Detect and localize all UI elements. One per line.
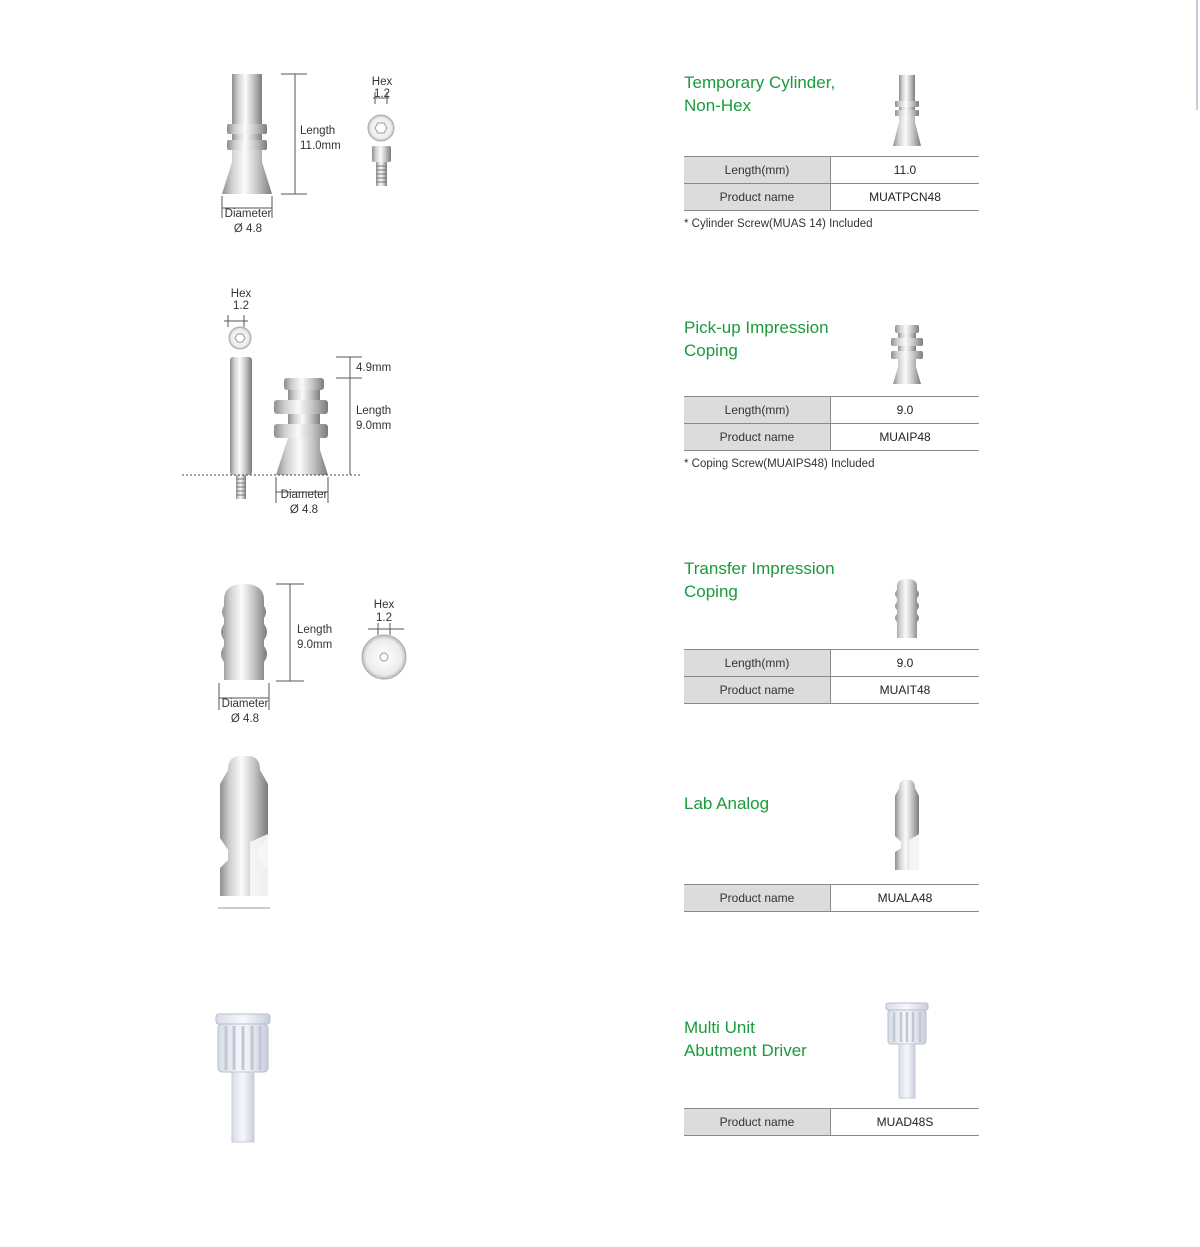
title-line: Pick-up Impression: [684, 318, 829, 337]
spec-table-pickup-coping: [684, 396, 979, 451]
table-row: [684, 397, 979, 424]
product-title-transfer-coping: [684, 557, 835, 603]
length-value-1: 11.0mm: [300, 140, 341, 152]
product-title-pickup-coping: [684, 316, 829, 362]
hex-value-3: 1.2: [376, 612, 392, 624]
length-label-3: Length: [297, 624, 333, 636]
hex-value-2: 1.2: [233, 300, 249, 312]
lab-analog-thumb: [885, 776, 930, 876]
product-title-lab-analog: [684, 792, 769, 815]
length-label-2: Length: [356, 405, 392, 417]
spec-table-abutment-driver: [684, 1108, 979, 1136]
diameter-label-3: Diameter: [221, 698, 269, 710]
abutment-driver-thumb: [880, 1000, 935, 1102]
length-label-1: Length: [300, 125, 336, 137]
product-name-value: MUAIT48: [831, 677, 980, 704]
length-value: 11.0: [831, 157, 980, 184]
hex-label-2: Hex: [230, 288, 252, 300]
product-title-abutment-driver: [684, 1016, 807, 1062]
product-name-key: Product name: [684, 184, 831, 211]
length-key: Length(mm): [684, 157, 831, 184]
product-title-temporary-cylinder: [684, 71, 835, 117]
product-name-value: MUAIP48: [831, 424, 980, 451]
diameter-value-2: Ø 4.8: [289, 504, 319, 516]
length-key: Length(mm): [684, 650, 831, 677]
table-row: [684, 885, 979, 912]
diameter-value-1: Ø 4.8: [233, 223, 263, 235]
lab-analog-drawing: [210, 750, 290, 915]
length-key: Length(mm): [684, 397, 831, 424]
table-row: [684, 650, 979, 677]
product-name-key: Product name: [684, 1109, 831, 1136]
transfer-coping-thumb: [885, 576, 930, 642]
diameter-value-3: Ø 4.8: [230, 713, 260, 725]
length-value-4-9: 4.9mm: [356, 362, 392, 374]
temporary-cylinder-thumb: [885, 72, 930, 150]
title-line: Coping: [684, 582, 738, 601]
title-line: Lab Analog: [684, 794, 770, 813]
page-edge-marker: [1196, 0, 1198, 110]
hex-value-1: 1.2: [374, 88, 390, 100]
product-note-pickup-coping: * Coping Screw(MUAIPS48) Included: [684, 458, 875, 470]
table-row: [684, 424, 979, 451]
title-line: Temporary Cylinder,: [684, 73, 836, 92]
title-line: Coping: [684, 341, 738, 360]
length-value: 9.0: [831, 397, 980, 424]
length-value-3: 9.0mm: [297, 639, 333, 651]
product-name-key: Product name: [684, 424, 831, 451]
product-name-key: Product name: [684, 677, 831, 704]
product-name-value: MUATPCN48: [831, 184, 980, 211]
product-name-value: MUALA48: [831, 885, 980, 912]
table-row: [684, 677, 979, 704]
title-line: Multi Unit: [684, 1018, 755, 1037]
spec-table-transfer-coping: [684, 649, 979, 704]
hex-label-3: Hex: [373, 599, 395, 611]
product-name-key: Product name: [684, 885, 831, 912]
hex-label-1: Hex: [371, 76, 393, 88]
product-note-temporary-cylinder: * Cylinder Screw(MUAS 14) Included: [684, 218, 873, 230]
abutment-driver-drawing: [210, 1010, 280, 1150]
title-line: Abutment Driver: [684, 1041, 807, 1060]
title-line: Transfer Impression: [684, 559, 835, 578]
diameter-label-1: Diameter: [224, 208, 272, 220]
title-line: Non-Hex: [684, 96, 752, 115]
table-row: [684, 184, 979, 211]
table-row: [684, 1109, 979, 1136]
table-row: [684, 157, 979, 184]
diameter-label-2: Diameter: [280, 489, 328, 501]
length-value: 9.0: [831, 650, 980, 677]
length-value-2: 9.0mm: [356, 420, 392, 432]
spec-table-temporary-cylinder: [684, 156, 979, 211]
product-name-value: MUAD48S: [831, 1109, 980, 1136]
pickup-coping-thumb: [885, 322, 930, 388]
spec-table-lab-analog: [684, 884, 979, 912]
pickup-coping-drawing: [180, 285, 420, 520]
